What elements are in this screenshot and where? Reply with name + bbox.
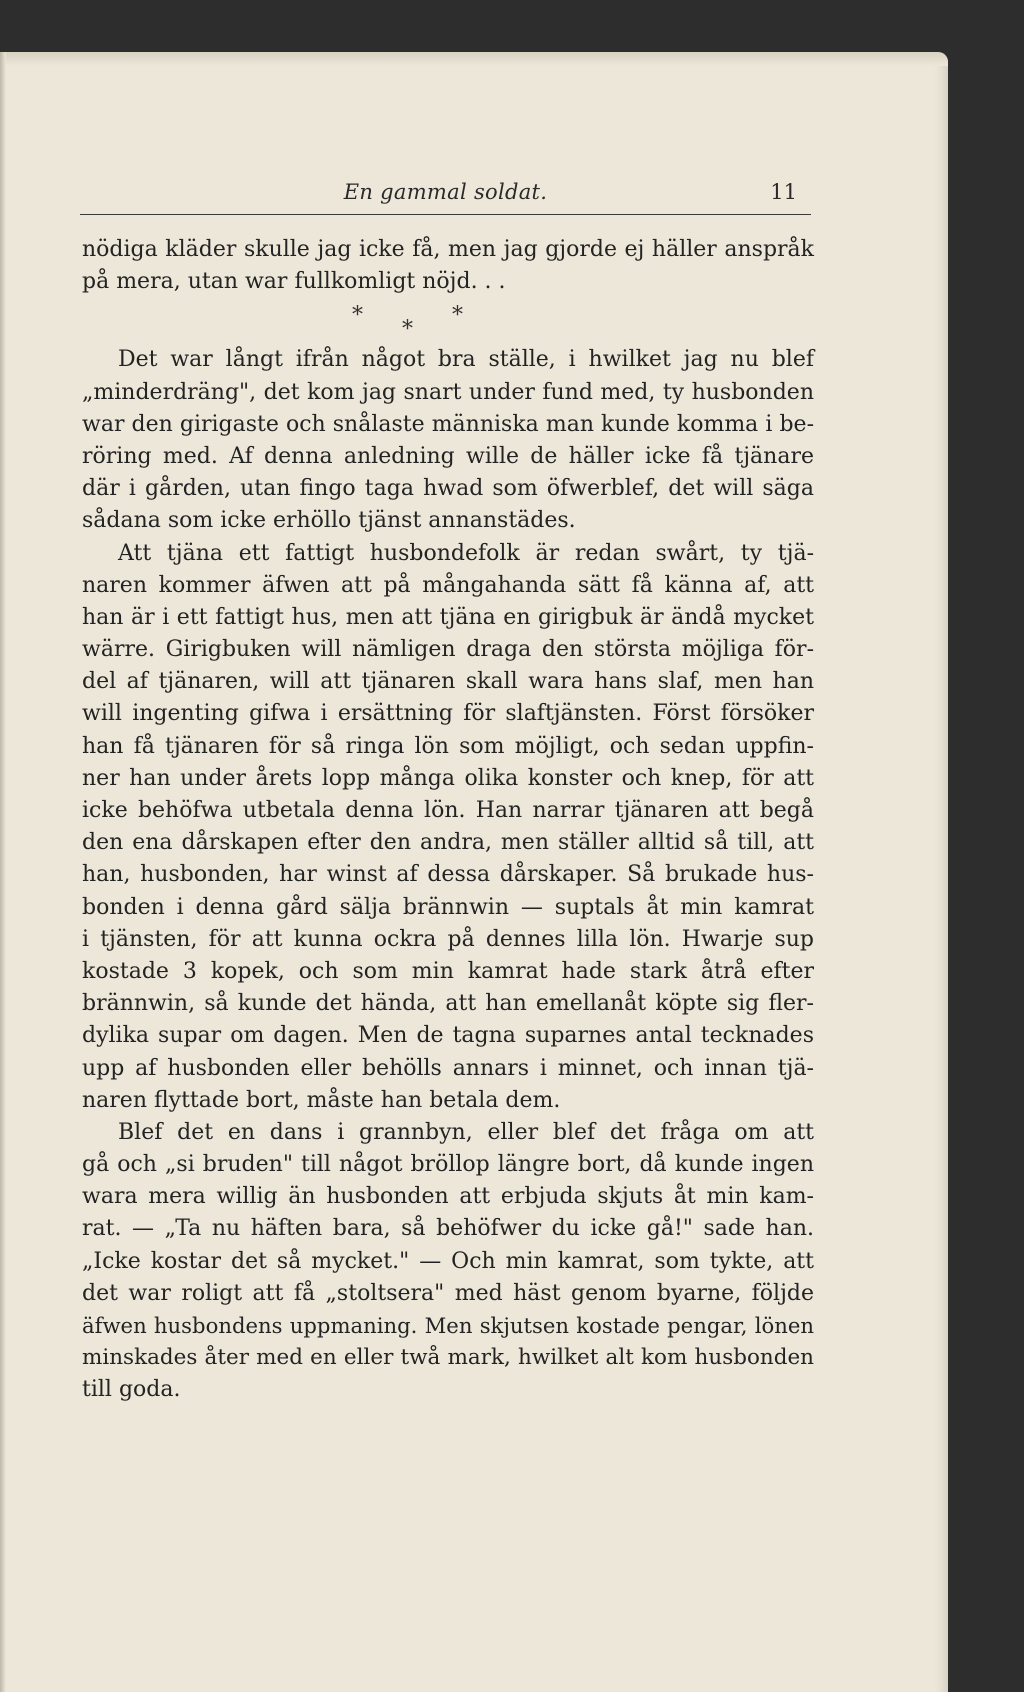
- section-break-asterism: [82, 298, 814, 344]
- text-line: på mera, utan war fullkomligt nöjd. . .: [82, 269, 506, 295]
- text-line: han, husbonden, har winst af dessa dårskaper. Så brukade hus-: [82, 862, 814, 888]
- text-line: icke behöfwa utbetala denna lön. Han narrar tjänaren att begå: [82, 798, 814, 823]
- text-line: han få tjänaren för så ringa lön som möjligt, och sedan uppfin-: [82, 733, 814, 759]
- body-text: [82, 234, 814, 1407]
- text-line: war den girigaste och snålaste människa man kunde komma i be-: [82, 411, 814, 437]
- text-line: upp af husbonden eller behölls annars i minnet, och innan tjä-: [82, 1055, 814, 1081]
- text-line: naren flyttade bort, måste han betala dem.: [82, 1087, 561, 1113]
- page-gutter-edge: [0, 52, 6, 1692]
- text-line: han är i ett fattigt hus, men att tjäna en girigbuk är ändå mycket: [82, 604, 814, 630]
- text-line: will ingenting gifwa i ersättning för slaftjänsten. Först försöker: [82, 701, 814, 727]
- text-line: wärre. Girigbuken will nämligen draga den största möjliga för-: [82, 637, 814, 663]
- text-line: „minderdräng", det kom jag snart under fund med, ty husbonden: [82, 379, 814, 405]
- text-line: den ena dårskapen efter den andra, men ställer alltid så till, att: [82, 830, 814, 856]
- text-line: dylika supar om dagen. Men de tagna suparnes antal tecknades: [82, 1023, 814, 1049]
- text-line: rat. — „Ta nu häften bara, så behöfwer du icke gå!" sade han.: [82, 1216, 814, 1242]
- text-line: Det war långt ifrån något bra ställe, i hwilket jag nu blef: [118, 347, 814, 373]
- text-line: sådana som icke erhöllo tjänst annanstädes.: [82, 508, 576, 534]
- text-line: del af tjänaren, will att tjänaren skall wara hans slaf, men han: [82, 669, 814, 695]
- text-line: nödiga kläder skulle jag icke få, men jag gjorde ej häller anspråk: [82, 237, 814, 262]
- page-number: 11: [770, 180, 797, 204]
- text-line: brännwin, så kunde det hända, att han emellanåt köpte sig fler-: [82, 991, 814, 1017]
- text-line: wara mera willig än husbonden att erbjuda skjuts åt min kam-: [82, 1184, 814, 1210]
- text-line: gå och „si bruden" till något bröllop längre bort, då kunde ingen: [82, 1152, 814, 1178]
- text-line: äfwen husbondens uppmaning. Men skjutsen kostade pengar, lönen: [82, 1313, 814, 1338]
- text-line: Blef det en dans i grannbyn, eller blef det fråga om att: [118, 1119, 814, 1145]
- text-line: „Icke kostar det så mycket." — Och min kamrat, som tykte, att: [82, 1248, 814, 1274]
- text-line: naren kommer äfwen att på mångahanda sätt få känna af, att: [82, 572, 814, 598]
- text-line: i tjänsten, för att kunna ockra på dennes lilla lön. Hwarje sup: [82, 926, 814, 952]
- running-title: En gammal soldat.: [343, 180, 548, 204]
- text-line: ner han under årets lopp många olika konster och knep, för att: [82, 765, 814, 791]
- text-line: bonden i denna gård sälja brännwin — suptals åt min kamrat: [82, 894, 814, 920]
- asterisk: *: [352, 303, 363, 329]
- running-header: [80, 180, 811, 215]
- text-line: till goda.: [82, 1377, 181, 1403]
- asterisk: *: [452, 303, 463, 329]
- text-line: minskades åter med en eller twå mark, hwilket alt kom husbonden: [82, 1345, 814, 1371]
- text-line: kostade 3 kopek, och som min kamrat hade stark åtrå efter: [82, 958, 814, 984]
- asterisk: *: [402, 317, 413, 343]
- text-line: där i gården, utan fingo taga hwad som öfwerblef, det will säga: [82, 476, 814, 502]
- text-line: röring med. Af denna anledning wille de häller icke få tjänare: [82, 443, 814, 469]
- text-line: det war roligt att få „stoltsera" med häst genom byarne, följde: [82, 1280, 814, 1306]
- text-line: Att tjäna ett fattigt husbondefolk är redan swårt, ty tjä-: [118, 540, 814, 566]
